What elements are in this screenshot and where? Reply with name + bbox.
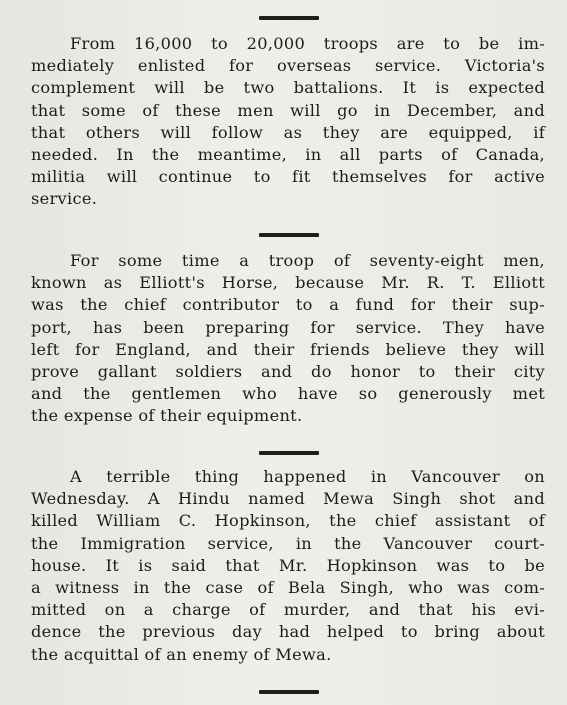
text-line: needed. In the meantime, in all parts of Canada,: [31, 144, 545, 164]
text-line: port, has been preparing for service. They have: [31, 317, 545, 337]
text-line: Wednesday. A Hindu named Mewa Singh shot and: [31, 489, 545, 509]
text-line: the acquittal of an enemy of Mewa.: [31, 644, 332, 664]
paragraph-elliotts-horse: [31, 250, 545, 428]
text-line: a witness in the case of Bela Singh, who was com-: [31, 577, 545, 597]
paragraph-troops-enlistment: [31, 33, 545, 211]
text-line: complement will be two battalions. It is expected: [31, 78, 545, 98]
text-line: left for England, and their friends believe they will: [31, 339, 545, 359]
paragraph-vancouver-shooting: [31, 466, 545, 666]
text-line: and the gentlemen who have so generously met: [31, 384, 545, 404]
text-line: service.: [31, 189, 98, 209]
text-line: prove gallant soldiers and do honor to their city: [31, 361, 545, 381]
text-line: dence the previous day had helped to bring about: [31, 622, 545, 642]
text-line: killed William C. Hopkinson, the chief assistant of: [31, 511, 545, 531]
text-line: mitted on a charge of murder, and that his evi-: [31, 600, 545, 620]
text-line: mediately enlisted for overseas service. Victoria's: [31, 56, 545, 76]
text-line: that others will follow as they are equipped, if: [31, 122, 545, 142]
column-divider-rule: [259, 233, 319, 237]
text-line: known as Elliott's Horse, because Mr. R. T. Elliott: [31, 273, 545, 293]
text-line: For some time a troop of seventy-eight men,: [70, 251, 545, 270]
text-line: house. It is said that Mr. Hopkinson was to be: [31, 555, 545, 575]
text-line: From 16,000 to 20,000 troops are to be im-: [70, 34, 545, 53]
text-line: that some of these men will go in December, and: [31, 100, 545, 120]
text-line: militia will continue to fit themselves for active: [31, 167, 545, 187]
text-line: A terrible thing happened in Vancouver on: [70, 467, 545, 486]
text-line: the expense of their equipment.: [31, 406, 303, 426]
column-divider-rule: [259, 16, 319, 20]
text-line: the Immigration service, in the Vancouver court-: [31, 533, 545, 553]
column-divider-rule: [259, 690, 319, 694]
text-line: was the chief contributor to a fund for their sup-: [31, 295, 545, 315]
column-divider-rule: [259, 451, 319, 455]
